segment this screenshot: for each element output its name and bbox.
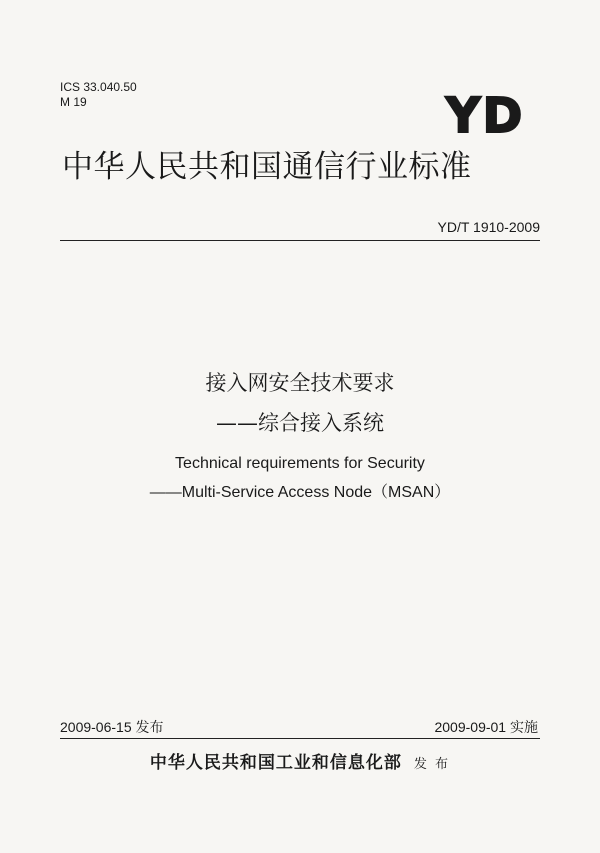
standard-number: YD/T 1910-2009 (437, 219, 540, 235)
english-title-line-2: ——Multi-Service Access Node（MSAN） (149, 484, 451, 501)
yd-logo-text: YD (445, 88, 525, 138)
classification-code: M 19 (60, 95, 87, 109)
chinese-title-line-1: 接入网安全技术要求 (205, 371, 395, 395)
implementation-date: 2009-09-01 实施 (434, 719, 538, 735)
yd-logo (430, 88, 540, 138)
standard-category-title: 中华人民共和国通信行业标准 (62, 149, 472, 185)
chinese-title-line-2: ——综合接入系统 (216, 411, 384, 435)
issue-label: 发 布 (413, 757, 451, 772)
issue-date: 2009-06-15 发布 (60, 719, 164, 735)
english-title-line-1: Technical requirements for Security (175, 455, 425, 472)
issuing-authority: 中华人民共和国工业和信息化部 (149, 753, 402, 773)
top-divider (60, 240, 540, 241)
bottom-divider (60, 738, 540, 739)
ics-code: ICS 33.040.50 (60, 80, 137, 94)
issuer-line (0, 748, 600, 773)
